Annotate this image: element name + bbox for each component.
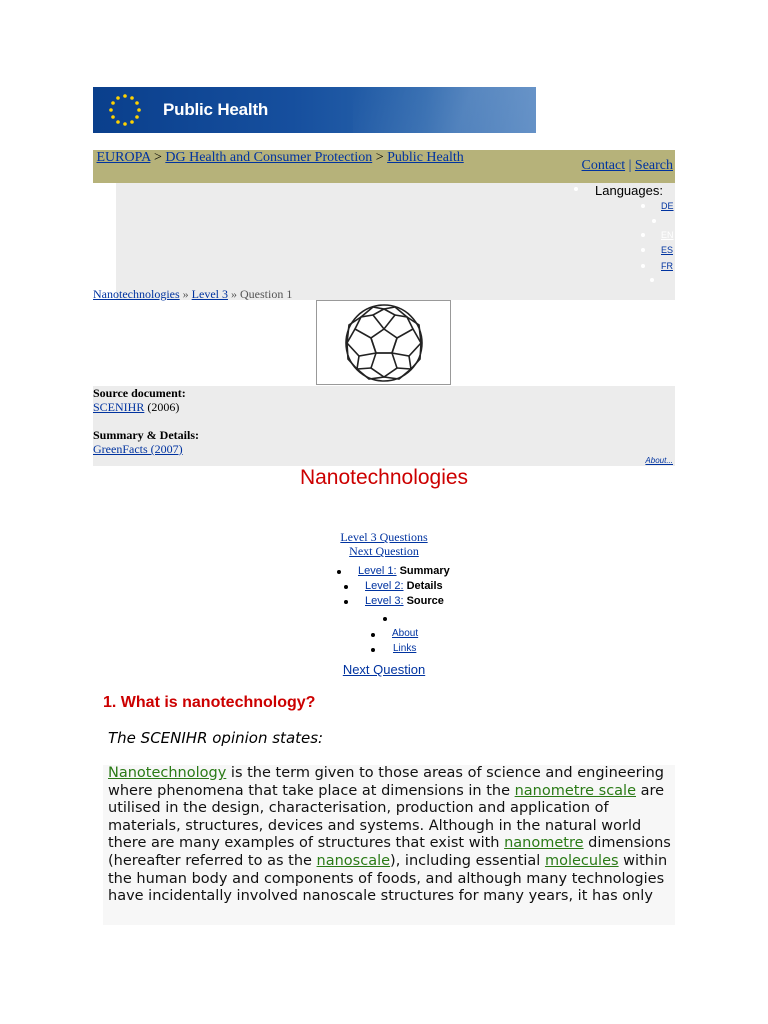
source-year: (2006) bbox=[147, 400, 180, 414]
question-title: 1. What is nanotechnology? bbox=[103, 694, 316, 711]
languages-list bbox=[574, 183, 675, 300]
page-title: Nanotechnologies bbox=[299, 466, 469, 489]
level2-item bbox=[365, 580, 443, 592]
paragraph-text: dimensions (hereafter referred to as the bbox=[108, 835, 671, 869]
glossary-nanotechnology-link[interactable]: Nanotechnology bbox=[108, 765, 227, 781]
summary-details-label: Summary & Details: bbox=[93, 428, 199, 442]
banner-sheen bbox=[353, 87, 536, 133]
bullet bbox=[641, 264, 645, 268]
bullet bbox=[652, 219, 656, 223]
top-tools bbox=[582, 158, 673, 174]
breadcrumb-separator: > bbox=[375, 150, 384, 165]
breadcrumb-separator: > bbox=[153, 150, 162, 165]
about-nav-link[interactable]: About bbox=[392, 628, 419, 639]
bullet bbox=[344, 585, 348, 589]
level1-link[interactable]: Level 1: bbox=[358, 565, 397, 577]
language-es-link[interactable]: ES bbox=[661, 245, 674, 255]
site-breadcrumb bbox=[93, 150, 473, 166]
level3-label: Source bbox=[406, 595, 444, 607]
level3-item bbox=[365, 595, 444, 607]
contact-link[interactable]: Contact bbox=[581, 158, 626, 173]
banner-title: Public Health bbox=[163, 100, 269, 119]
glossary-nanoscale-link[interactable]: nanoscale bbox=[316, 852, 391, 869]
paragraph-text: ), including essential bbox=[390, 852, 545, 869]
question-body bbox=[103, 765, 675, 925]
bullet bbox=[344, 600, 348, 604]
glossary-nanometre-link[interactable]: nanometre bbox=[504, 835, 584, 852]
fullerene-image bbox=[316, 300, 451, 385]
tools-separator: | bbox=[628, 158, 632, 173]
bullet bbox=[371, 633, 375, 637]
next-question-bottom-link[interactable]: Next Question bbox=[342, 662, 426, 677]
paragraph-text: are utilised in the design, characterisation, production and application of materials, structures, devices and systems. Although in the natural world there are many examples of structures that exist with bbox=[108, 782, 665, 852]
bullet bbox=[337, 570, 341, 574]
scenihr-link[interactable]: SCENIHR bbox=[93, 400, 145, 414]
about-link[interactable]: About... bbox=[645, 456, 673, 465]
search-link[interactable]: Search bbox=[634, 158, 673, 173]
europa-link[interactable]: EUROPA bbox=[96, 150, 151, 165]
language-en-current: EN bbox=[661, 230, 674, 240]
eu-stars-icon bbox=[107, 92, 143, 128]
paragraph-text: is the term given to those areas of science and engineering where phenomena that take place at dimensions in the bbox=[108, 765, 664, 799]
public-health-banner bbox=[93, 87, 536, 133]
languages-label: Languages: bbox=[595, 183, 663, 198]
level2-link[interactable]: Level 2: bbox=[365, 580, 404, 592]
glossary-molecules-link[interactable]: molecules bbox=[544, 852, 619, 869]
fullerene-molecule-icon bbox=[317, 301, 450, 384]
breadcrumb-level3-link[interactable]: Level 3 bbox=[191, 287, 228, 301]
bullet bbox=[641, 248, 645, 252]
next-question-row bbox=[0, 544, 768, 559]
source-document-line bbox=[93, 400, 179, 415]
languages-panel bbox=[116, 183, 675, 300]
bullet bbox=[641, 233, 645, 237]
breadcrumb-separator: » bbox=[182, 287, 189, 301]
source-panel bbox=[93, 386, 675, 466]
bullet bbox=[371, 648, 375, 652]
question-paragraph bbox=[103, 765, 675, 906]
bullet bbox=[574, 187, 578, 191]
public-health-link[interactable]: Public Health bbox=[387, 150, 464, 165]
language-de-link[interactable]: DE bbox=[661, 201, 674, 211]
breadcrumb-separator: » bbox=[230, 287, 237, 301]
level3-link[interactable]: Level 3: bbox=[365, 595, 404, 607]
top-navigation-bar bbox=[93, 150, 675, 183]
paragraph-text: within the human body and components of foods, and although many technologies have incidentally involved nanoscale structures for many years, it has only bbox=[108, 852, 668, 905]
about-item bbox=[392, 628, 418, 639]
dg-health-link[interactable]: DG Health and Consumer Protection bbox=[165, 150, 373, 165]
question-intro: The SCENIHR opinion states: bbox=[108, 729, 324, 747]
next-question-bottom-row bbox=[0, 662, 768, 677]
breadcrumb-current: Question 1 bbox=[239, 287, 293, 301]
level3-questions-link[interactable]: Level 3 Questions bbox=[340, 530, 428, 544]
level3-questions-row bbox=[0, 530, 768, 545]
language-fr-link[interactable]: FR bbox=[661, 261, 673, 271]
topic-breadcrumb bbox=[93, 287, 292, 302]
glossary-nanometre-scale-link[interactable]: nanometre scale bbox=[514, 782, 637, 799]
level1-item bbox=[358, 565, 450, 577]
level2-label: Details bbox=[406, 580, 443, 592]
links-nav-link[interactable]: Links bbox=[393, 643, 417, 654]
links-item bbox=[393, 643, 416, 654]
summary-details-line bbox=[93, 442, 183, 457]
bullet bbox=[383, 617, 387, 621]
breadcrumb-nanotechnologies-link[interactable]: Nanotechnologies bbox=[93, 287, 180, 301]
bullet bbox=[650, 278, 654, 282]
greenfacts-link[interactable]: GreenFacts (2007) bbox=[93, 442, 183, 456]
bullet bbox=[641, 204, 645, 208]
source-document-label: Source document: bbox=[93, 386, 186, 400]
level1-label: Summary bbox=[399, 565, 450, 577]
next-question-link[interactable]: Next Question bbox=[349, 544, 419, 558]
